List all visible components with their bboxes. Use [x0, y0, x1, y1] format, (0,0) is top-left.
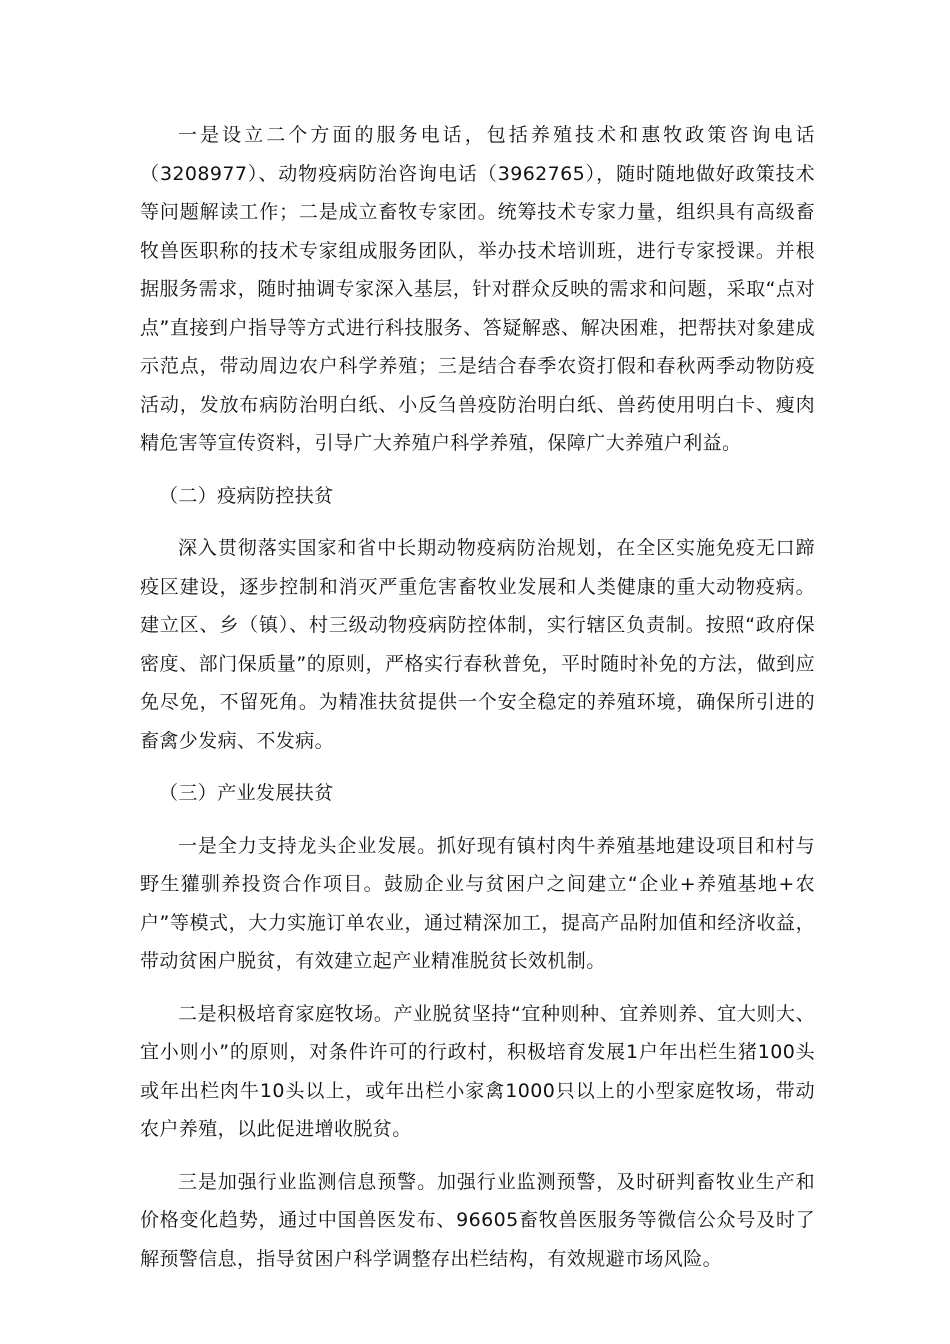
section-heading-epidemic-control: （二）疫病防控扶贫: [159, 484, 334, 507]
paragraph-service-hotlines: 一是设立二个方面的服务电话，包括养殖技术和惠牧政策咨询电话（3208977）、动物疫病防治咨询电话（3962765），随时随地做好政策技术等问题解读工作；二是成立畜牧专家团。统筹技术专家力量，组织具有高级畜牧兽医职称的技术专家组成服务团队，举办技术培训班，进行专家授课。并根据服务需求，随时抽调专家深入基层，针对群众反映的需求和问题，采取“点对点”直接到户指导等方式进行科技服务、答疑解惑、解决困难，把帮扶对象建成示范点，带动周边农户科学养殖；三是结合春季农资打假和春秋两季动物防疫活动，发放布病防治明白纸、小反刍兽疫防治明白纸、兽药使用明白卡、瘦肉精危害等宣传资料，引导广大养殖户科学养殖，保障广大养殖户利益。: [140, 124, 815, 454]
paragraph-family-farms: 二是积极培育家庭牧场。产业脱贫坚持“宜种则种、宜养则养、宜大则大、宜小则小”的原则，对条件许可的行政村，积极培育发展1户年出栏生猪100头或年出栏肉牛10头以上，或年出栏小家禽1000只以上的小型家庭牧场，带动农户养殖，以此促进增收脱贫。: [140, 1002, 815, 1140]
paragraph-epidemic-control: 深入贯彻落实国家和省中长期动物疫病防治规划，在全区实施免疫无口蹄疫区建设，逐步控制和消灭严重危害畜牧业发展和人类健康的重大动物疫病。建立区、乡（镇）、村三级动物疫病防控体制，实行辖区负责制。按照“政府保密度、部门保质量”的原则，严格实行春秋普免，平时随时补免的方法，做到应免尽免，不留死角。为精准扶贫提供一个安全稳定的养殖环境，确保所引进的畜禽少发病、不发病。: [140, 537, 815, 752]
document-body: [140, 116, 815, 1292]
paragraph-leading-enterprises: 一是全力支持龙头企业发展。抓好现有镇村肉牛养殖基地建设项目和村与野生獾驯养投资合作项目。鼓励企业与贫困户之间建立“企业+养殖基地+农户”等模式，大力实施订单农业，通过精深加工，提高产品附加值和经济收益，带动贫困户脱贫，有效建立起产业精准脱贫长效机制。: [140, 834, 815, 972]
paragraph-monitoring-warning: 三是加强行业监测信息预警。加强行业监测预警，及时研判畜牧业生产和价格变化趋势，通过中国兽医发布、96605畜牧兽医服务等微信公众号及时了解预警信息，指导贫困户科学调整存出栏结构，有效规避市场风险。: [140, 1170, 815, 1270]
section-heading-industry-development: （三）产业发展扶贫: [159, 782, 334, 804]
